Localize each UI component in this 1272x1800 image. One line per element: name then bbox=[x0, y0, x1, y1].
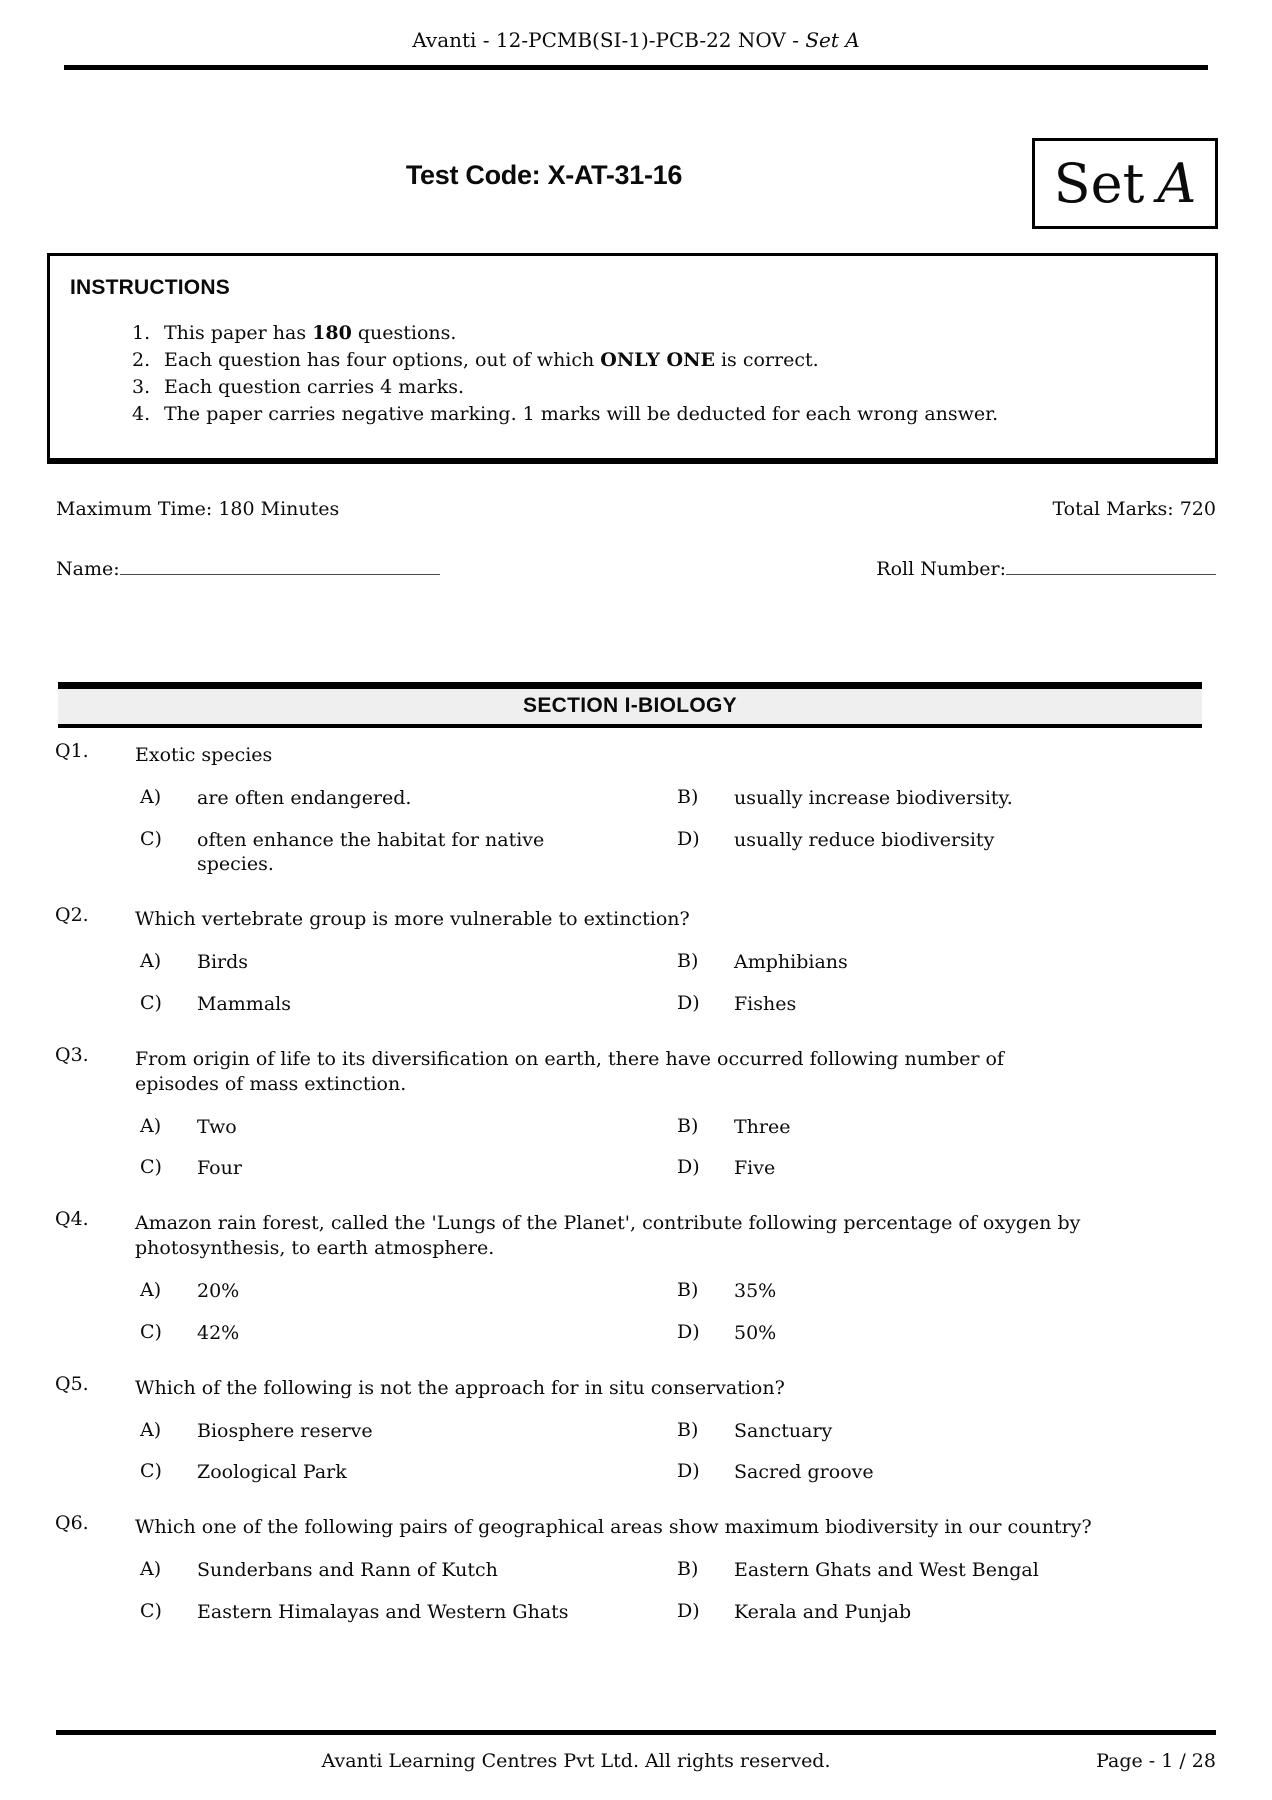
option-d bbox=[677, 1460, 1216, 1485]
option-label: C) bbox=[140, 1156, 162, 1179]
option-text: Fishes bbox=[734, 992, 797, 1015]
option-label: B) bbox=[677, 1114, 699, 1137]
option-text: 42% bbox=[197, 1321, 240, 1344]
option-label: D) bbox=[677, 1460, 700, 1483]
max-time-label: Maximum Time: 180 Minutes bbox=[56, 497, 340, 520]
question-list bbox=[55, 739, 1216, 1625]
option-c bbox=[140, 828, 677, 877]
option-label: D) bbox=[677, 1599, 700, 1622]
question-body bbox=[135, 907, 1216, 1016]
instruction-number: 3. bbox=[132, 375, 151, 398]
option-label: D) bbox=[677, 1156, 700, 1179]
option-c bbox=[140, 1460, 677, 1485]
option-text: Sanctuary bbox=[734, 1419, 833, 1442]
option-a bbox=[140, 1419, 677, 1444]
question-number: Q4. bbox=[55, 1208, 89, 1231]
question-number: Q6. bbox=[55, 1512, 89, 1535]
option-text: usually increase biodiversity. bbox=[734, 787, 1013, 809]
question-5 bbox=[55, 1372, 1216, 1485]
set-badge-word: Set bbox=[1053, 151, 1145, 215]
test-code-heading: Test Code: X-AT-31-16 bbox=[405, 160, 683, 190]
test-code-row bbox=[56, 138, 1218, 229]
instruction-text: This paper has 180 questions. bbox=[164, 322, 457, 344]
option-d bbox=[677, 828, 1216, 877]
roll-blank-line bbox=[1006, 556, 1216, 575]
header-divider bbox=[64, 65, 1208, 70]
option-label: C) bbox=[140, 1460, 162, 1483]
instructions-heading: INSTRUCTIONS bbox=[70, 276, 230, 299]
option-text: Three bbox=[734, 1115, 791, 1138]
question-text: Which of the following is not the approach for in situ conservation? bbox=[135, 1376, 785, 1399]
option-text: 35% bbox=[734, 1280, 777, 1303]
option-label: B) bbox=[677, 950, 699, 973]
roll-number-label: Roll Number: bbox=[876, 557, 1006, 580]
name-field bbox=[56, 556, 440, 580]
options-grid bbox=[140, 1279, 1216, 1345]
footer-page-number: Page - 1 / 28 bbox=[1096, 1750, 1216, 1772]
question-text: Which one of the following pairs of geographical areas show maximum biodiversity in our country? bbox=[135, 1516, 1092, 1539]
option-label: D) bbox=[677, 991, 700, 1014]
option-text: 50% bbox=[734, 1321, 777, 1344]
footer-divider bbox=[56, 1730, 1216, 1735]
options-grid bbox=[140, 1115, 1216, 1181]
option-a bbox=[140, 1115, 677, 1140]
option-c bbox=[140, 1321, 677, 1346]
option-label: B) bbox=[677, 1558, 699, 1581]
page-header-title-prefix: Avanti - 12-PCMB(SI-1)-PCB-22 NOV - bbox=[412, 28, 806, 52]
option-d bbox=[677, 992, 1216, 1017]
option-text: usually reduce biodiversity bbox=[734, 828, 995, 851]
question-2 bbox=[55, 904, 1216, 1016]
option-text: Biosphere reserve bbox=[197, 1419, 373, 1442]
option-d bbox=[677, 1600, 1216, 1625]
option-a bbox=[140, 1279, 677, 1304]
option-text: often enhance the habitat for native species. bbox=[197, 828, 545, 876]
footer-row bbox=[56, 1750, 1216, 1772]
option-b bbox=[677, 1558, 1216, 1583]
option-label: C) bbox=[140, 827, 162, 850]
option-a bbox=[140, 786, 677, 811]
option-label: A) bbox=[140, 950, 162, 973]
option-label: C) bbox=[140, 991, 162, 1014]
option-label: A) bbox=[140, 1279, 162, 1302]
option-label: D) bbox=[677, 1320, 700, 1343]
question-text: Which vertebrate group is more vulnerable to extinction? bbox=[135, 908, 690, 931]
page-footer bbox=[56, 1730, 1216, 1772]
option-b bbox=[677, 1115, 1216, 1140]
question-text: From origin of life to its diversification on earth, there have occurred following number of episodes of mass extinction. bbox=[135, 1047, 1004, 1095]
instruction-number: 1. bbox=[132, 322, 151, 344]
option-text: Mammals bbox=[197, 992, 291, 1015]
instruction-number: 4. bbox=[132, 402, 151, 425]
option-label: A) bbox=[140, 1558, 162, 1581]
option-b bbox=[677, 786, 1216, 811]
option-text: Sunderbans and Rann of Kutch bbox=[197, 1559, 498, 1582]
question-number: Q2. bbox=[55, 904, 89, 927]
option-text: 20% bbox=[197, 1280, 240, 1303]
option-label: D) bbox=[677, 827, 700, 850]
option-d bbox=[677, 1156, 1216, 1181]
option-c bbox=[140, 992, 677, 1017]
option-label: B) bbox=[677, 1279, 699, 1302]
set-badge bbox=[1032, 138, 1218, 229]
question-number: Q5. bbox=[55, 1372, 89, 1395]
question-body bbox=[135, 743, 1216, 877]
footer-copyright: Avanti Learning Centres Pvt Ltd. All rights reserved. bbox=[321, 1750, 831, 1772]
instruction-text: Each question carries 4 marks. bbox=[164, 375, 465, 398]
option-c bbox=[140, 1600, 677, 1625]
page-header-title-set: Set A bbox=[805, 28, 860, 52]
instructions-box bbox=[47, 253, 1218, 464]
question-number: Q1. bbox=[55, 739, 89, 762]
options-grid bbox=[140, 786, 1216, 877]
options-grid bbox=[140, 1419, 1216, 1485]
option-label: B) bbox=[677, 1418, 699, 1441]
question-1 bbox=[55, 739, 1216, 877]
name-label: Name: bbox=[56, 557, 120, 580]
option-b bbox=[677, 950, 1216, 975]
option-label: C) bbox=[140, 1320, 162, 1343]
instruction-text: The paper carries negative marking. 1 marks will be deducted for each wrong answer. bbox=[164, 402, 999, 425]
meta-row bbox=[56, 498, 1216, 520]
option-a bbox=[140, 1558, 677, 1583]
name-roll-row bbox=[56, 556, 1216, 580]
page-header-title bbox=[0, 0, 1272, 52]
option-label: A) bbox=[140, 786, 162, 808]
question-text: Amazon rain forest, called the 'Lungs of the Planet', contribute following percentage of oxygen by photosynthesis, to earth atmosphere. bbox=[135, 1212, 1081, 1260]
option-b bbox=[677, 1279, 1216, 1304]
set-badge-letter: A bbox=[1157, 151, 1197, 215]
question-3 bbox=[55, 1043, 1216, 1182]
option-text: Two bbox=[197, 1115, 237, 1138]
question-6 bbox=[55, 1512, 1216, 1624]
option-text: are often endangered. bbox=[197, 787, 412, 809]
option-label: B) bbox=[677, 786, 699, 808]
options-grid bbox=[140, 950, 1216, 1016]
question-number: Q3. bbox=[55, 1043, 89, 1066]
roll-field bbox=[876, 556, 1216, 580]
option-b bbox=[677, 1419, 1216, 1444]
question-body bbox=[135, 1515, 1216, 1624]
question-4 bbox=[55, 1208, 1216, 1346]
instruction-number: 2. bbox=[132, 348, 151, 371]
question-body bbox=[135, 1047, 1216, 1182]
option-label: A) bbox=[140, 1418, 162, 1441]
total-marks-label: Total Marks: 720 bbox=[1052, 497, 1216, 520]
question-text: Exotic species bbox=[135, 743, 273, 766]
question-body bbox=[135, 1376, 1216, 1485]
instruction-item bbox=[70, 374, 1195, 401]
option-text: Eastern Ghats and West Bengal bbox=[734, 1559, 1039, 1582]
name-blank-line bbox=[120, 556, 440, 575]
option-text: Zoological Park bbox=[197, 1461, 347, 1484]
instruction-item bbox=[70, 347, 1195, 374]
option-label: C) bbox=[140, 1599, 162, 1622]
option-text: Kerala and Punjab bbox=[734, 1600, 912, 1623]
question-body bbox=[135, 1211, 1216, 1346]
instruction-item bbox=[70, 320, 1195, 347]
option-text: Birds bbox=[197, 951, 249, 974]
option-a bbox=[140, 950, 677, 975]
option-label: A) bbox=[140, 1114, 162, 1137]
section-header-biology: SECTION I-BIOLOGY bbox=[58, 682, 1202, 728]
option-text: Five bbox=[734, 1157, 776, 1180]
option-c bbox=[140, 1156, 677, 1181]
options-grid bbox=[140, 1558, 1216, 1624]
option-text: Eastern Himalayas and Western Ghats bbox=[197, 1600, 569, 1623]
option-text: Four bbox=[197, 1157, 242, 1180]
option-d bbox=[677, 1321, 1216, 1346]
instruction-text: Each question has four options, out of which ONLY ONE is correct. bbox=[164, 348, 819, 371]
instruction-item bbox=[70, 401, 1195, 428]
option-text: Amphibians bbox=[734, 951, 848, 974]
option-text: Sacred groove bbox=[734, 1461, 874, 1484]
